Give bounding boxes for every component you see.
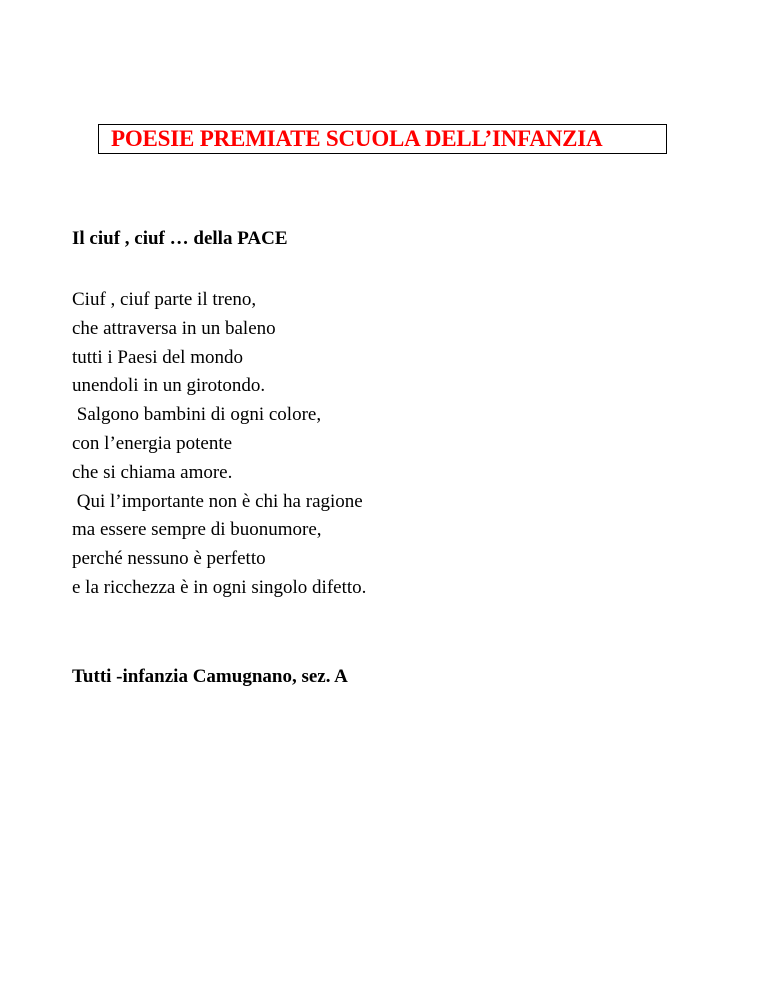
document-heading: POESIE PREMIATE SCUOLA DELL’INFANZIA: [111, 126, 603, 151]
verse-line: perché nessuno è perfetto: [72, 548, 266, 570]
verse-line: con l’energia potente: [72, 432, 233, 454]
verse-line: e la ricchezza è in ogni singolo difetto.: [72, 576, 367, 598]
verse-line: Ciuf , ciuf parte il treno,: [72, 289, 257, 310]
poem-author: Tutti -infanzia Camugnano, sez. A: [72, 666, 348, 687]
poem-title: Il ciuf , ciuf … della PACE: [72, 228, 288, 249]
verse-line: che attraversa in un baleno: [72, 317, 276, 339]
verse-line: tutti i Paesi del mondo: [72, 346, 243, 368]
poem-verses: [72, 286, 366, 603]
verse-line: che si chiama amore.: [72, 461, 233, 483]
verse-line: Salgono bambini di ogni colore,: [72, 404, 322, 426]
verse-line: ma essere sempre di buonumore,: [72, 519, 322, 541]
verse-line: unendoli in un girotondo.: [72, 375, 266, 397]
verse-line: Qui l’importante non è chi ha ragione: [72, 490, 363, 512]
heading-box: [98, 124, 667, 154]
